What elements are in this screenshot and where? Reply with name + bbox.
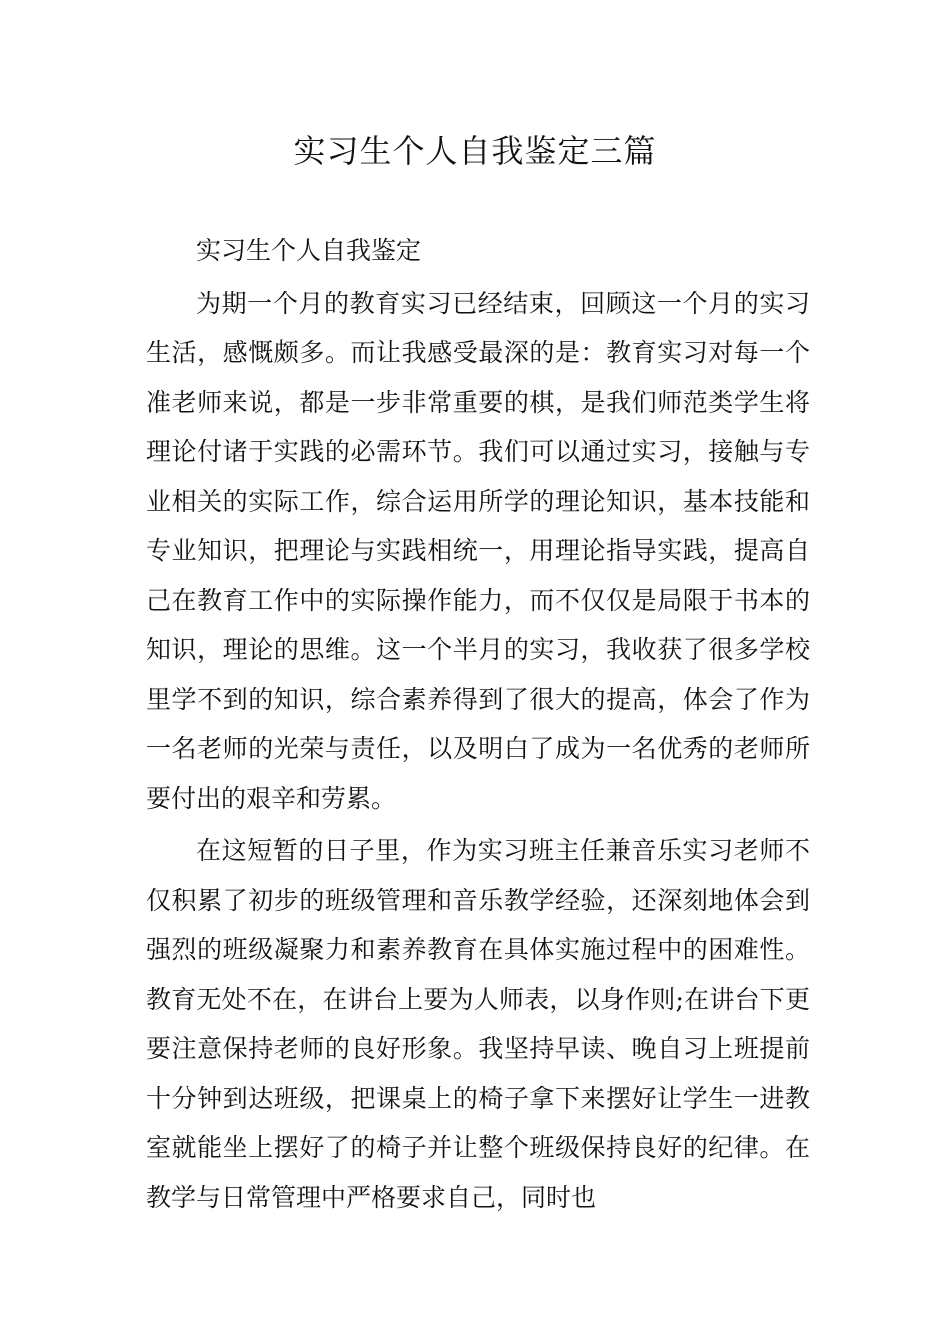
paragraph-2: 在这短暂的日子里，作为实习班主任兼音乐实习老师不仅积累了初步的班级管理和音乐教学经验，还深刻地体会到强烈的班级凝聚力和素养教育在具体实施过程中的困难性。教育无处不在，在讲台上要为人师表，以身作则;在讲台下更要注意保持老师的良好形象。我坚持早读、晚自习上班提前十分钟到达班级，把课桌上的椅子拿下来摆好让学生一进教室就能坐上摆好了的椅子并让整个班级保持良好的纪律。在教学与日常管理中严格要求自己，同时也 bbox=[146, 836, 810, 1212]
document-title: 实习生个人自我鉴定三篇 bbox=[293, 132, 657, 170]
section-heading: 实习生个人自我鉴定 bbox=[196, 236, 422, 265]
document-body bbox=[146, 226, 810, 1225]
paragraph-1: 为期一个月的教育实习已经结束，回顾这一个月的实习生活，感慨颇多。而让我感受最深的是：教育实习对每一个准老师来说，都是一步非常重要的棋，是我们师范类学生将理论付诸于实践的必需环节。我们可以通过实习，接触与专业相关的实际工作，综合运用所学的理论知识，基本技能和专业知识，把理论与实践相统一，用理论指导实践，提高自己在教育工作中的实际操作能力，而不仅仅是局限于书本的知识，理论的思维。这一个半月的实习，我收获了很多学校里学不到的知识，综合素养得到了很大的提高，体会了作为一名老师的光荣与责任，以及明白了成为一名优秀的老师所要付出的艰辛和劳累。 bbox=[146, 288, 810, 813]
